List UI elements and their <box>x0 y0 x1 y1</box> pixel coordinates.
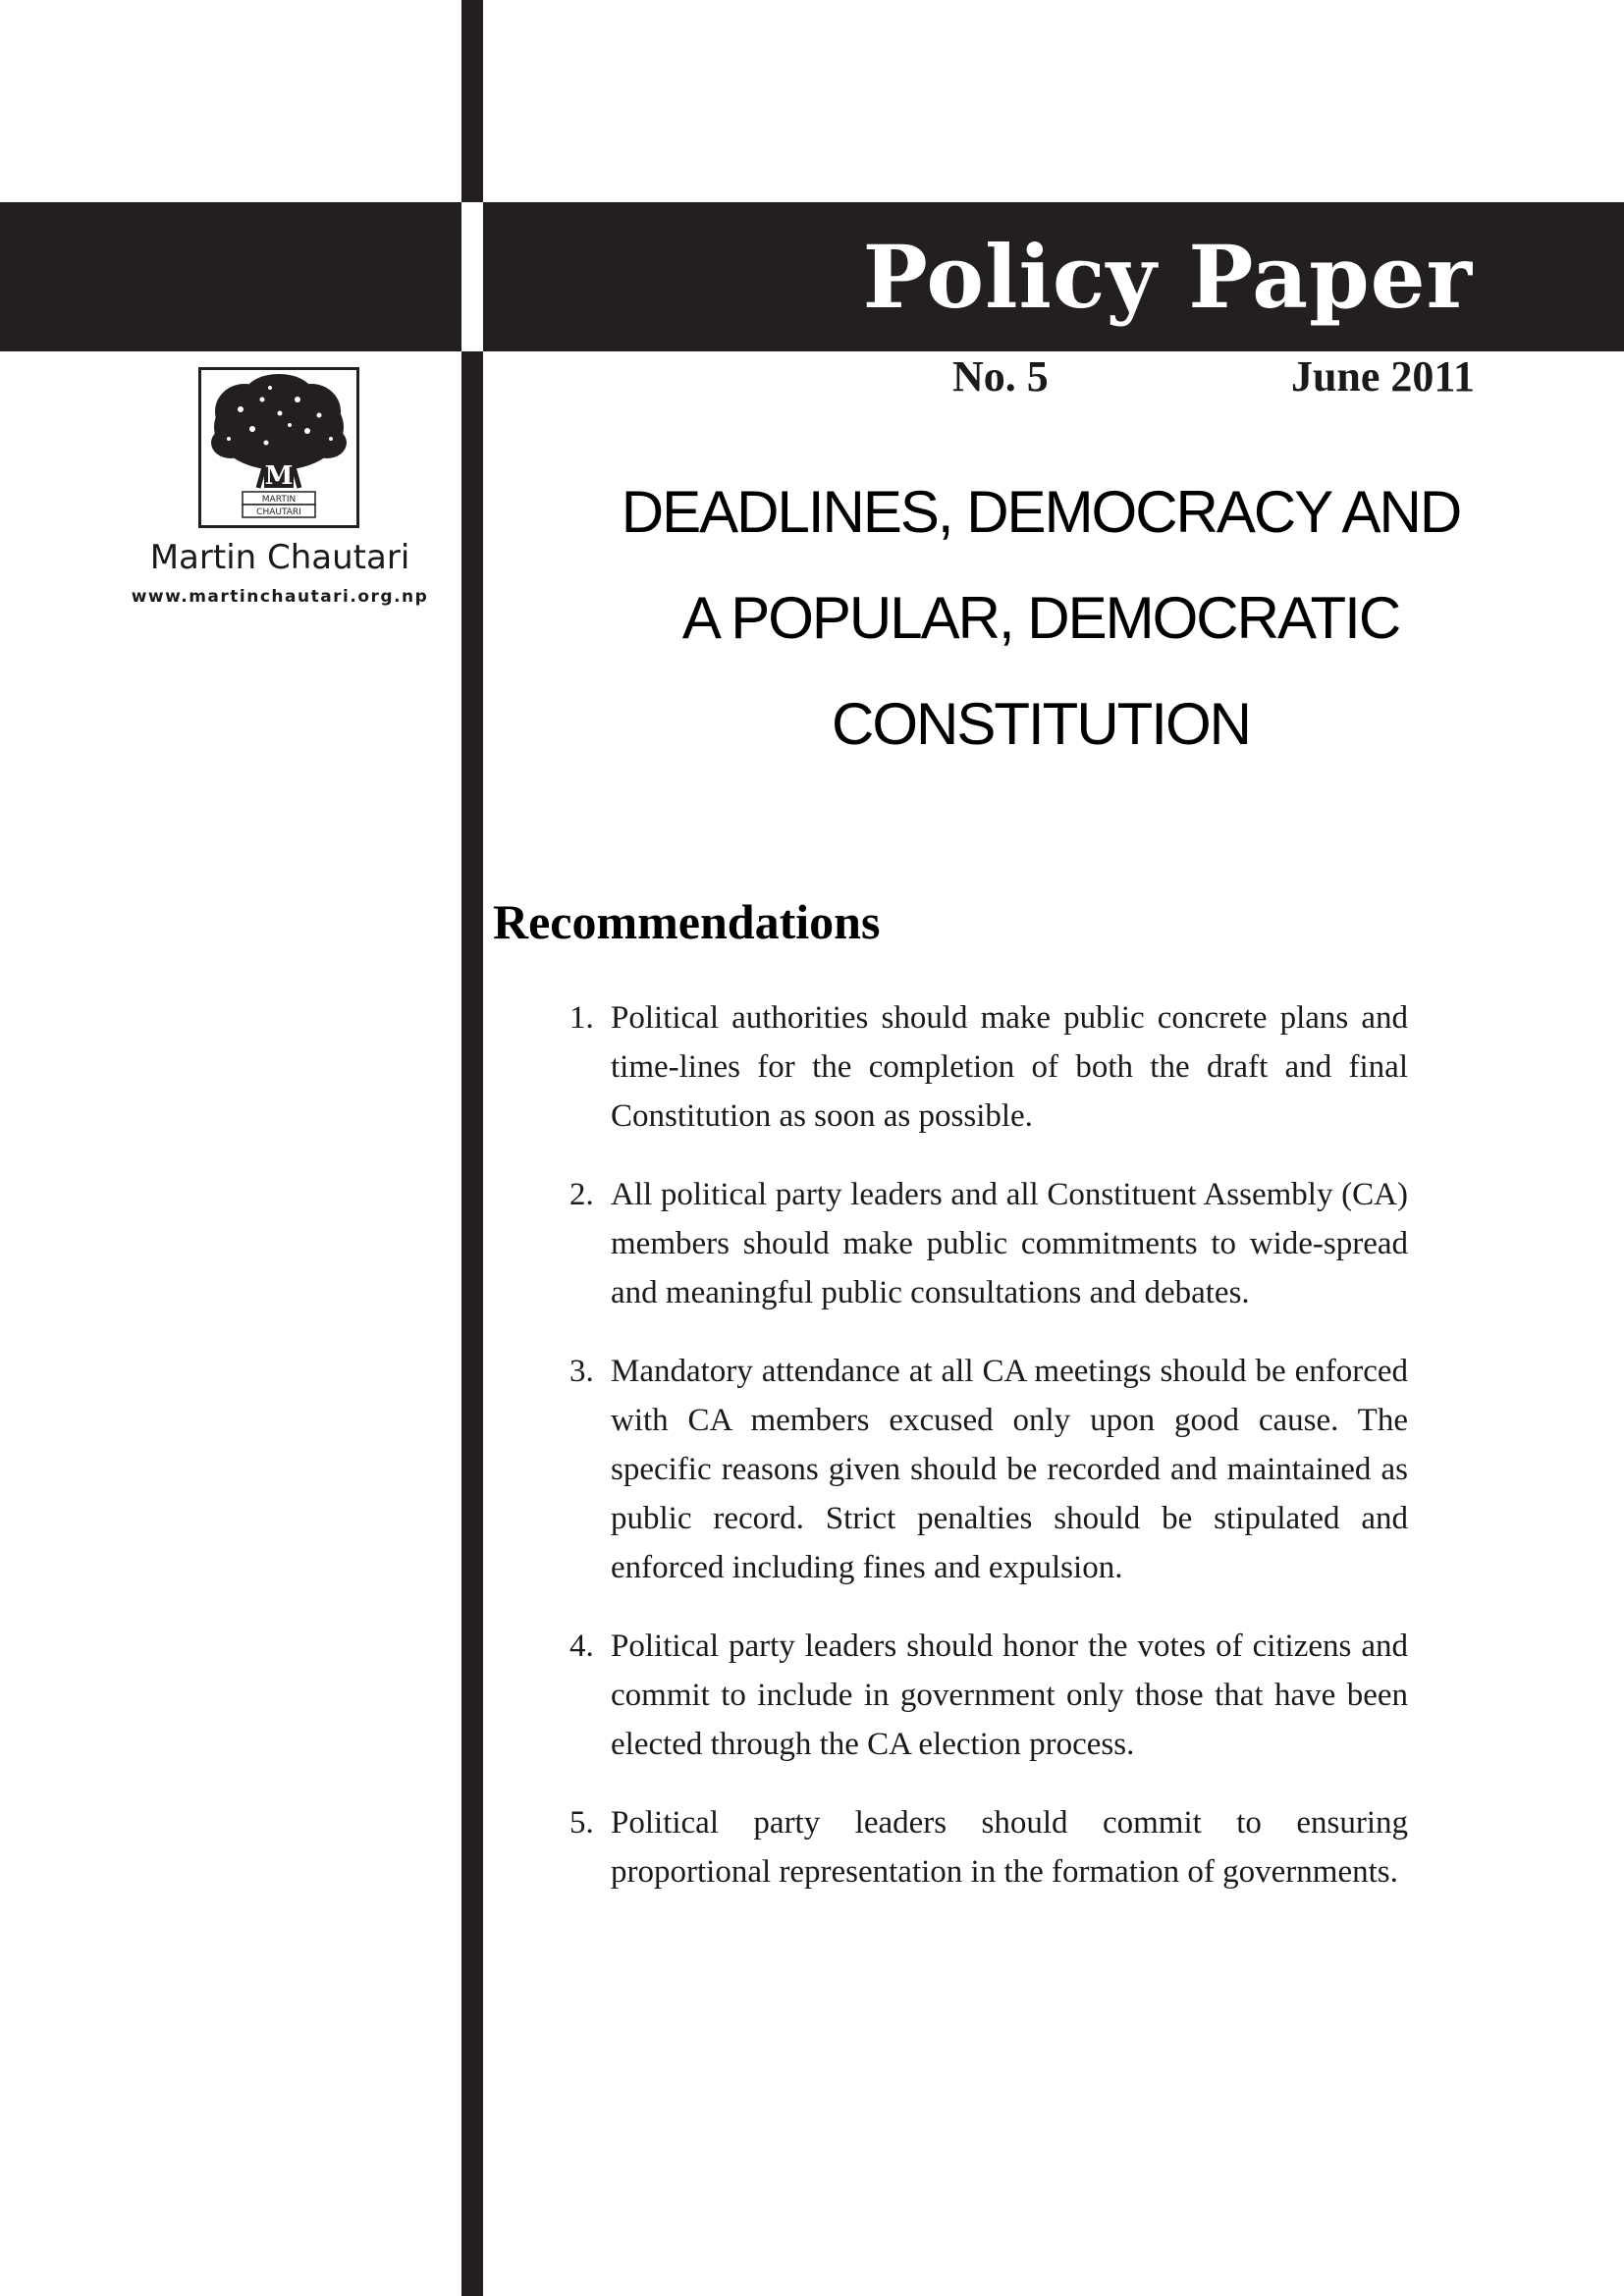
recommendation-number: 3. <box>569 1354 594 1389</box>
recommendation-text: Political authorities should make public concrete plans and time-lines for the completion of both the draft and final Constitution as soon as possible. <box>611 1000 1408 1134</box>
recommendation-text: All political party leaders and all Constituent Assembly (CA) members should make public commitments to wide-spread and meaningful public consultations and debates. <box>611 1177 1408 1310</box>
tree-emblem-icon <box>201 370 356 525</box>
recommendation-text: Political party leaders should honor the votes of citizens and commit to include in government only those that have been elected through the CA election process. <box>611 1629 1408 1762</box>
issue-number: No. 5 <box>952 352 1049 400</box>
organization-name: Martin Chautari <box>149 538 410 577</box>
recommendation-number: 1. <box>569 1000 594 1036</box>
recommendation-item <box>569 993 1408 1141</box>
recommendation-item <box>569 1622 1408 1769</box>
header-band-left <box>0 202 461 351</box>
document-title-line: DEADLINES, DEMOCRACY AND <box>621 479 1461 545</box>
emblem-text-top: MARTIN <box>261 495 297 505</box>
recommendations-heading: Recommendations <box>493 894 881 949</box>
bar-junction-gap <box>461 202 483 351</box>
series-title: Policy Paper <box>862 226 1473 328</box>
document-title-line: A POPULAR, DEMOCRATIC <box>681 585 1400 651</box>
emblem-letter: M <box>264 461 294 491</box>
organization-logo <box>198 367 359 528</box>
recommendation-number: 2. <box>569 1177 594 1212</box>
recommendations-list <box>569 993 1408 1926</box>
recommendation-number: 5. <box>569 1805 594 1841</box>
recommendation-text: Political party leaders should commit to ensuring proportional representation in the formation of governments. <box>611 1805 1408 1890</box>
recommendation-item <box>569 1347 1408 1592</box>
recommendation-item <box>569 1798 1408 1896</box>
recommendation-text: Mandatory attendance at all CA meetings should be enforced with CA members excused only upon good cause. The specific reasons given should be recorded and maintained as public record. Strict penalties should be stipulated and enforced including fines and expulsion. <box>611 1354 1408 1585</box>
document-title-line: CONSTITUTION <box>832 691 1250 757</box>
recommendation-number: 4. <box>569 1629 594 1664</box>
recommendation-item <box>569 1170 1408 1317</box>
organization-url: www.martinchautari.org.np <box>131 587 429 607</box>
issue-date: June 2011 <box>1290 352 1475 400</box>
emblem-text-bottom: CHAUTARI <box>256 507 301 517</box>
document-title <box>550 459 1532 777</box>
